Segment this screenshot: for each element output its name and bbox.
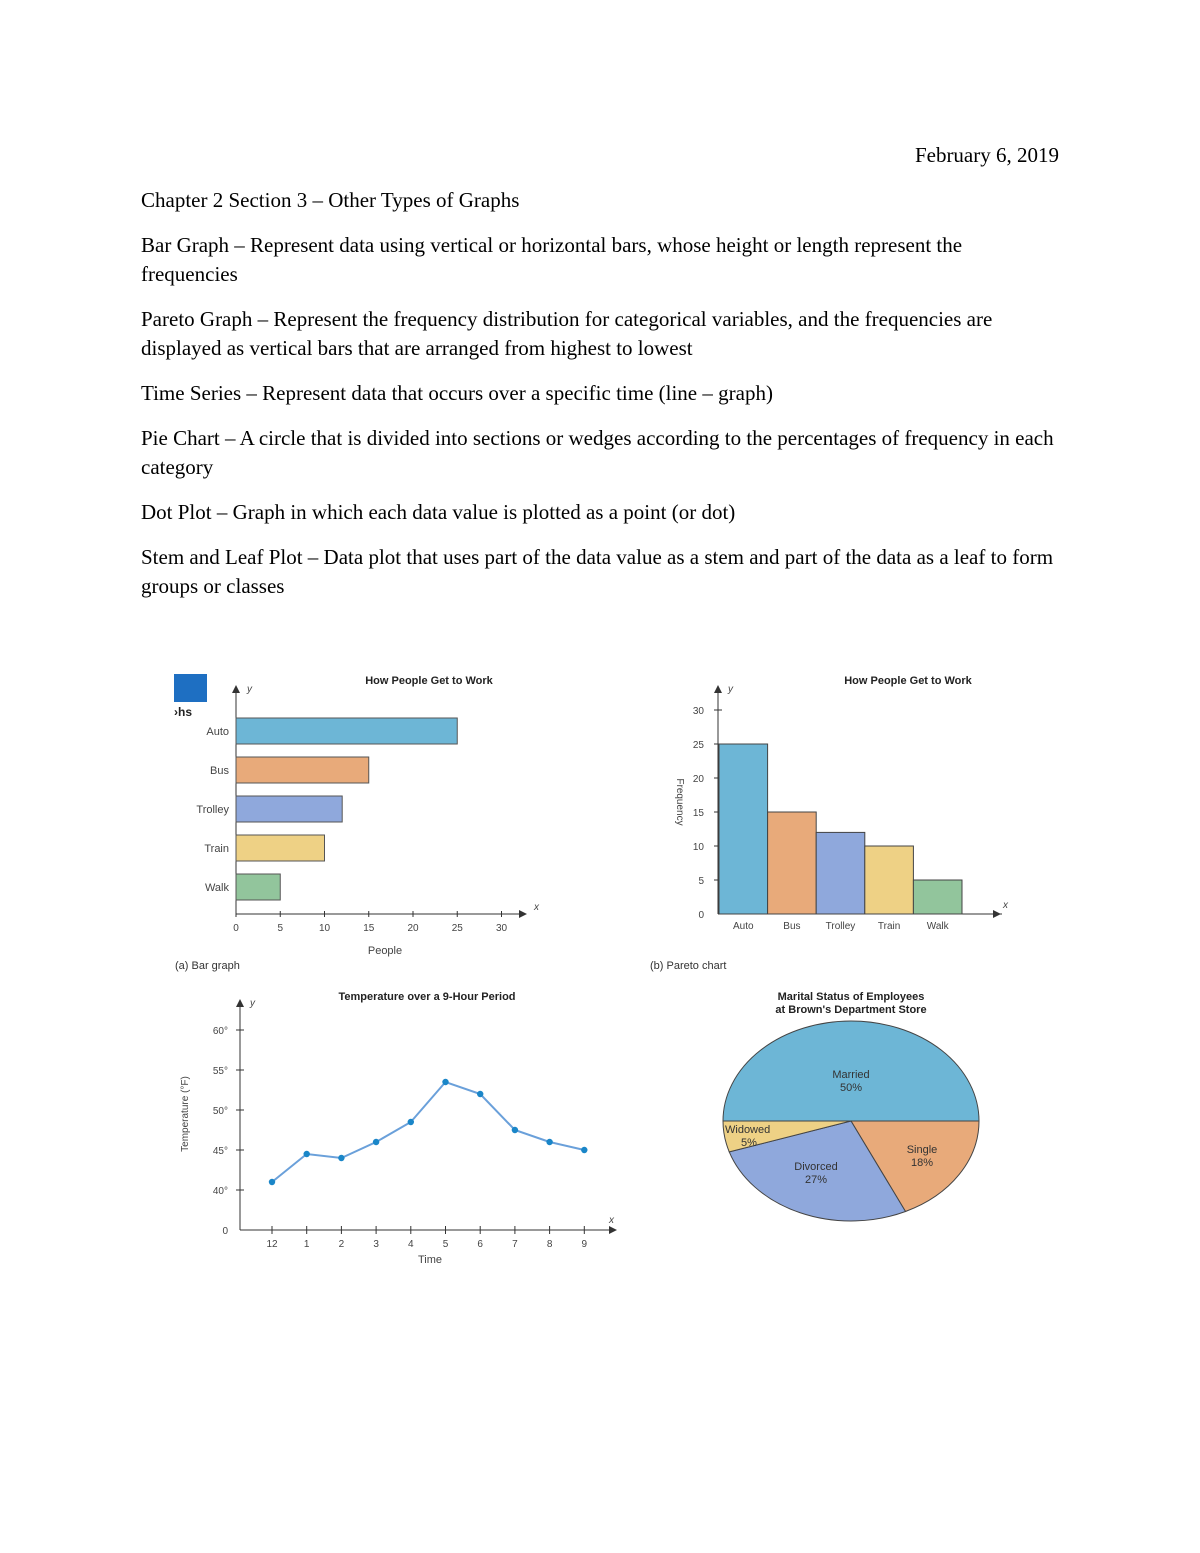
definition-stem-leaf-plot: Stem and Leaf Plot – Data plot that uses part of the data value as a stem and part of the data as a leaf to form groups or classes xyxy=(141,545,1054,598)
bar-graph-x-tick-label: 20 xyxy=(407,923,419,934)
time-series-y-label: Temperature (°F) xyxy=(180,1076,191,1152)
pareto-bar-bus xyxy=(768,812,817,914)
document-body xyxy=(141,186,1061,617)
time-series-y-letter: y xyxy=(250,998,255,1009)
bar-graph-category-label: Walk xyxy=(204,882,229,894)
pie-label-divorced: Divorced xyxy=(794,1161,838,1173)
pareto-y-label: Frequency xyxy=(674,778,685,826)
time-series-x-tick-label: 3 xyxy=(373,1239,379,1250)
time-series-x-tick-label: 2 xyxy=(338,1239,345,1250)
bar-graph-bar-trolley xyxy=(236,796,342,822)
time-series-point xyxy=(373,1139,379,1145)
time-series-x-tick-label: 8 xyxy=(546,1239,553,1250)
bar-graph-category-label: Bus xyxy=(210,765,229,777)
time-series-y-tick-label: 40° xyxy=(212,1186,228,1197)
corner-fragment-text: ›hs xyxy=(174,705,192,719)
time-series-point xyxy=(581,1147,587,1153)
bar-graph-x-label: People xyxy=(367,945,403,957)
bar-graph-y-arrow xyxy=(232,685,240,693)
pareto-category-label: Auto xyxy=(733,921,754,932)
time-series-chart xyxy=(180,991,617,1266)
bar-graph-x-tick-label: 15 xyxy=(363,923,375,934)
blue-tab-marker xyxy=(174,674,207,702)
time-series-point xyxy=(408,1119,414,1125)
bar-graph-x-tick-label: 10 xyxy=(318,923,331,934)
bar-graph-x-letter: x xyxy=(534,902,539,913)
time-series-point xyxy=(304,1151,310,1157)
time-series-y-tick-label: 45° xyxy=(212,1146,228,1157)
bar-graph-title: How People Get to Work xyxy=(365,675,493,687)
pareto-category-label: Bus xyxy=(783,921,801,932)
pie-pct-married: 50% xyxy=(839,1082,863,1094)
pareto-y-tick-label: 20 xyxy=(692,774,704,785)
pareto-y-letter: y xyxy=(728,684,733,695)
graphs-figure xyxy=(168,660,1008,1285)
bar-graph-x-tick-label: 0 xyxy=(233,923,239,934)
time-series-x-tick-label: 12 xyxy=(266,1239,278,1250)
time-series-y-tick-label: 50° xyxy=(212,1106,228,1117)
pie-pct-single: 18% xyxy=(910,1157,934,1169)
bar-graph-x-tick-label: 25 xyxy=(451,923,463,934)
pie-pct-widowed: 5% xyxy=(741,1137,757,1149)
time-series-x-tick-label: 9 xyxy=(581,1239,588,1250)
time-series-point xyxy=(442,1079,448,1085)
bar-graph-x-tick-label: 30 xyxy=(495,923,508,934)
bar-graph-caption: (a) Bar graph xyxy=(175,960,240,972)
pareto-y-tick-label: 5 xyxy=(698,876,704,887)
pareto-category-label: Train xyxy=(877,921,901,932)
definition-bar-graph: Bar Graph – Represent data using vertical or horizontal bars, whose height or length represent the frequencies xyxy=(141,233,963,286)
pie-title-line-2: at Brown's Department Store xyxy=(775,1004,927,1016)
pie-label-single: Single xyxy=(906,1144,938,1156)
pareto-x-letter: x xyxy=(1003,900,1008,911)
time-series-line xyxy=(272,1082,584,1182)
time-series-title: Temperature over a 9-Hour Period xyxy=(338,991,516,1003)
time-series-x-tick-label: 6 xyxy=(477,1239,483,1250)
time-series-point xyxy=(338,1155,344,1161)
pie-chart xyxy=(723,991,979,1221)
pareto-caption: (b) Pareto chart xyxy=(650,960,727,972)
bar-graph-y-letter: y xyxy=(247,684,252,695)
pareto-bar-walk xyxy=(913,880,962,914)
time-series-y-arrow xyxy=(236,999,244,1007)
definition-pie-chart: Pie Chart – A circle that is divided into sections or wedges according to the percentages of frequency in each category xyxy=(141,426,1054,479)
bar-graph-category-label: Trolley xyxy=(196,804,229,816)
pareto-bar-train xyxy=(865,846,914,914)
bar-graph-chart xyxy=(175,675,540,972)
time-series-point xyxy=(512,1127,518,1133)
bar-graph-category-label: Auto xyxy=(206,726,229,738)
pie-label-widowed: Widowed xyxy=(725,1124,771,1136)
pareto-title: How People Get to Work xyxy=(844,675,972,687)
pie-label-married: Married xyxy=(832,1069,870,1081)
pareto-y-tick-label: 10 xyxy=(692,842,704,853)
time-series-point xyxy=(546,1139,552,1145)
pareto-category-label: Walk xyxy=(926,921,949,932)
bar-graph-bar-auto xyxy=(236,718,457,744)
pareto-bar-trolley xyxy=(816,832,865,914)
pareto-category-label: Trolley xyxy=(825,921,856,932)
bar-graph-x-arrow xyxy=(519,910,527,918)
document-date: February 6, 2019 xyxy=(914,143,1059,167)
bar-graph-bar-bus xyxy=(236,757,369,783)
pareto-y-arrow xyxy=(714,685,722,693)
section-heading: Chapter 2 Section 3 – Other Types of Graphs xyxy=(141,188,520,212)
bar-graph-bar-walk xyxy=(236,874,280,900)
time-series-y-tick-label: 55° xyxy=(212,1066,228,1077)
bar-graph-bar-train xyxy=(236,835,325,861)
time-series-x-letter: x xyxy=(609,1215,614,1226)
pareto-y-tick-label: 0 xyxy=(698,910,704,921)
pareto-bar-auto xyxy=(719,744,768,914)
time-series-x-tick-label: 1 xyxy=(303,1239,310,1250)
pareto-chart xyxy=(650,675,1009,972)
pareto-x-arrow xyxy=(993,910,1001,918)
time-series-y-tick-label: 60° xyxy=(212,1026,228,1037)
time-series-x-label: Time xyxy=(417,1254,443,1266)
definition-pareto-graph: Pareto Graph – Represent the frequency distribution for categorical variables, and the frequencies are displayed as vertical bars that are arranged from highest to lowest xyxy=(141,307,993,360)
time-series-y-tick-label: 0 xyxy=(222,1226,228,1237)
bar-graph-category-label: Train xyxy=(204,843,229,855)
pareto-y-tick-label: 30 xyxy=(692,706,704,717)
time-series-point xyxy=(477,1091,483,1097)
pie-title-line-1: Marital Status of Employees xyxy=(777,991,925,1003)
pareto-y-tick-label: 15 xyxy=(692,808,704,819)
pie-pct-divorced: 27% xyxy=(804,1174,828,1186)
time-series-x-tick-label: 5 xyxy=(442,1239,449,1250)
pareto-y-tick-label: 25 xyxy=(692,740,704,751)
definition-time-series: Time Series – Represent data that occurs over a specific time (line – graph) xyxy=(141,381,773,405)
definition-dot-plot: Dot Plot – Graph in which each data value is plotted as a point (or dot) xyxy=(141,500,736,524)
time-series-x-tick-label: 7 xyxy=(512,1239,518,1250)
time-series-point xyxy=(269,1179,275,1185)
time-series-x-tick-label: 4 xyxy=(408,1239,414,1250)
graphs-figure-svg xyxy=(168,660,1008,1280)
bar-graph-x-tick-label: 5 xyxy=(277,923,284,934)
time-series-x-arrow xyxy=(609,1226,617,1234)
